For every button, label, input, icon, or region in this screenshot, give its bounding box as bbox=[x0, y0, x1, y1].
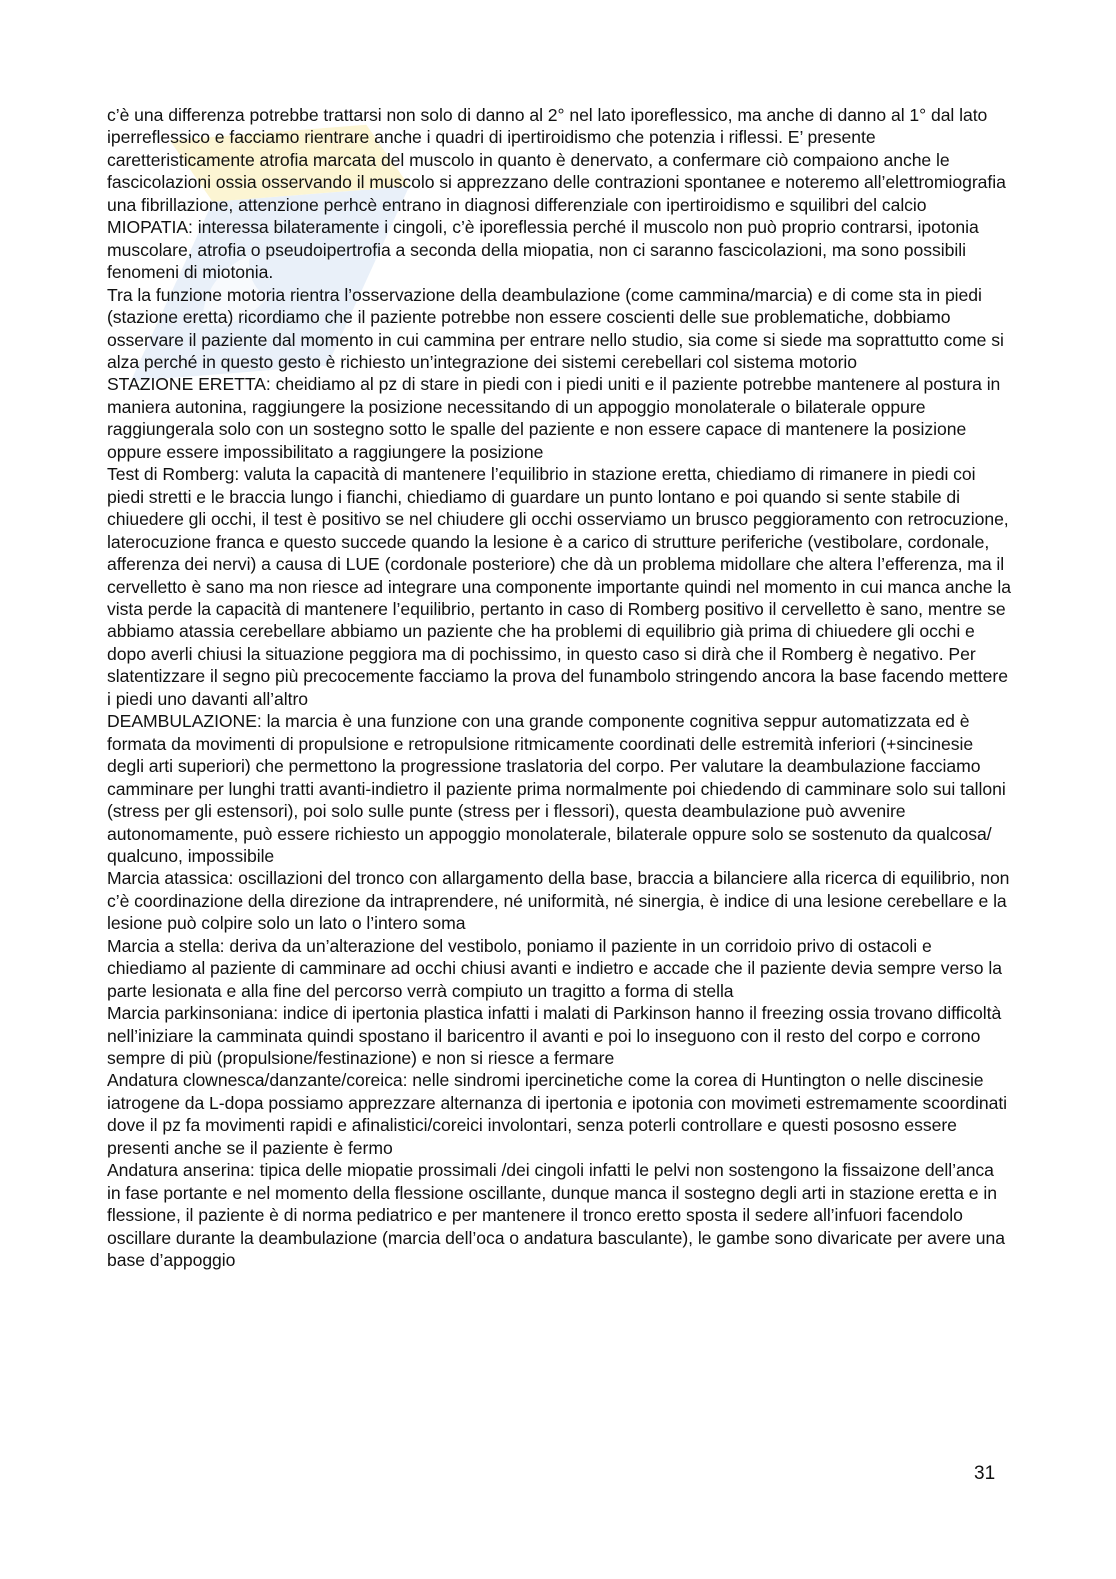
paragraph-romberg: Test di Romberg: valuta la capacità di mantenere l’equilibrio in stazione eretta, chiediamo di rimanere in piedi coi piedi stretti e le braccia lungo i fianchi, chiediamo di guardare un punto lontano e poi quando si sente stabile di chiuedere gli occhi, il test è positivo se nel chiudere gli occhi osserviamo un brusco peggioramento con retrocuzione, laterocuzione franca e questo succede quando la lesione è a carico di strutture periferiche (vestibolare, cordonale, afferenza dei nervi) a causa di LUE (cordonale posteriore) che dà un problema midollare che altera l’efferenza, ma il cervelletto è sano ma non riesce ad integrare una componente importante quindi nel momento in cui manca anche la vista perde la capacità di mantenere l’equilibrio, pertanto in caso di Romberg positivo il cervelletto è sano, mentre se abbiamo atassia cerebellare abbiamo un paziente che ha problemi di equilibrio già prima di chiuedere gli occhi e dopo averli chiusi la situazione peggiora ma di pochissimo, in questo caso si dirà che il Romberg è negativo. Per slatentizzare il segno più precocemente facciamo la prova del funambolo stringendo ancora la base facendo mettere i piedi uno davanti all’altro bbox=[107, 464, 1011, 709]
paragraph-andatura-coreica: Andatura clownesca/danzante/coreica: nelle sindromi ipercinetiche come la corea di Huntington o nelle discinesie iatrogene da L-dopa possiamo apprezzare alternanza di ipertonia e ipotonia con movimeti estremamente scoordinati dove il pz fa movimenti rapidi e afinalistici/coreici involontari, senza poterli controllare e questi pososno essere presenti anche se il paziente è fermo bbox=[107, 1070, 1008, 1158]
paragraph-1: c’è una differenza potrebbe trattarsi non solo di danno al 2° nel lato iporeflessico, ma anche di danno al 1° dal lato iperreflessico e facciamo rientrare anche i quadri di ipertiroidismo che potenzia i riflessi. E’ presente caretteristicamente atrofia marcata del muscolo in quanto è denervato, a confermare ciò compaiono anche le fascicolazioni ossia osservando il muscolo si apprezzano delle contrazioni spontanee e noteremo all’elettromiografia una fibrillazione, attenzione perhcè entrano in diagnosi differenziale con ipertiroidismo e squilibri del calcio bbox=[107, 105, 1006, 215]
paragraph-miopatia: MIOPATIA: interessa bilateramente i cingoli, c’è iporeflessia perché il muscolo non può proprio contrarsi, ipotonia muscolare, atrofia o pseudoipertrofia a seconda della miopatia, non ci saranno fascicolazioni, ma sono possibili fenomeni di miotonia. bbox=[107, 217, 979, 283]
paragraph-andatura-anserina: Andatura anserina: tipica delle miopatie prossimali /dei cingoli infatti le pelvi non sostengono la fissaizone dell’anca in fase portante e nel momento della flessione oscillante, dunque manca il sostegno degli arti in stazione eretta e in flessione, il paziente è di norma pediatrico e per mantenere il tronco eretto sposta il sedere all’infuori facendolo oscillare durante la deambulazione (marcia dell’oca o andatura basculante), le gambe sono divaricate per avere una base d’appoggio bbox=[107, 1160, 1005, 1271]
page-number: 31 bbox=[974, 1463, 996, 1484]
paragraph-marcia-parkinsoniana: Marcia parkinsoniana: indice di ipertonia plastica infatti i malati di Parkinson hanno il freezing ossia trovano difficoltà nell’iniziare la camminata quindi spostano il baricentro il avanti e poi lo inseguono con il resto del corpo e corrono sempre di più (propulsione/festinazione) e non si riesce a fermare bbox=[107, 1003, 1002, 1069]
paragraph-marcia-stella: Marcia a stella: deriva da un’alterazione del vestibolo, poniamo il paziente in un corridoio privo di ostacoli e chiediamo al paziente di camminare ad occhi chiusi avanti e indietro e accade che il paziente devia sempre verso la parte lesionata e alla fine del percorso verrà compiuto un tragitto a forma di stella bbox=[107, 935, 1002, 1001]
paragraph-funzione-motoria: Tra la funzione motoria rientra l’osservazione della deambulazione (come cammina/marcia) e di come sta in piedi (stazione eretta) ricordiamo che il paziente potrebbe non essere coscienti delle sue problematiche, dobbiamo osservare il paziente dal momento in cui cammina per entrare nello studio, sia come si siede ma soprattutto come si alza perché in questo gesto è richiesto un’integrazione dei sistemi cerebellari col sistema motorio bbox=[107, 284, 1004, 372]
document-body bbox=[107, 104, 1012, 1272]
paragraph-deambulazione: DEAMBULAZIONE: la marcia è una funzione con una grande componente cognitiva seppur automatizzata ed è formata da movimenti di propulsione e retropulsione ritmicamente coordinati delle estremità inferiori (+sincinesie degli arti superiori) che permettono la progressione traslatoria del corpo. Per valutare la deambulazione facciamo camminare per lunghi tratti avanti-indietro il paziente prima normalmente poi chiedendo di camminare solo sui talloni (stress per gli estensori), poi solo sulle punte (stress per i flessori), questa deambulazione può avvenire autonomamente, può essere richiesto un appoggio monolaterale, bilaterale oppure solo se sostenuto da qualcosa/ qualcuno, impossibile bbox=[107, 711, 1006, 866]
paragraph-marcia-atassica: Marcia atassica: oscillazioni del tronco con allargamento della base, braccia a bilanciere alla ricerca di equilibrio, non c’è coordinazione della direzione da intraprendere, né uniformità, né sinergia, è indice di una lesione cerebellare e la lesione può colpire solo un lato o l’intero soma bbox=[107, 868, 1010, 934]
paragraph-stazione-eretta: STAZIONE ERETTA: cheidiamo al pz di stare in piedi con i piedi uniti e il paziente potrebbe mantenere al postura in maniera autonina, raggiungere la posizione necessitando di un appoggio monolaterale o bilaterale oppure raggiungerala solo con un sostegno sotto le spalle del paziente e non essere capace di mantenere la posizione oppure essere impossibilitato a raggiungere la posizione bbox=[107, 374, 1001, 462]
